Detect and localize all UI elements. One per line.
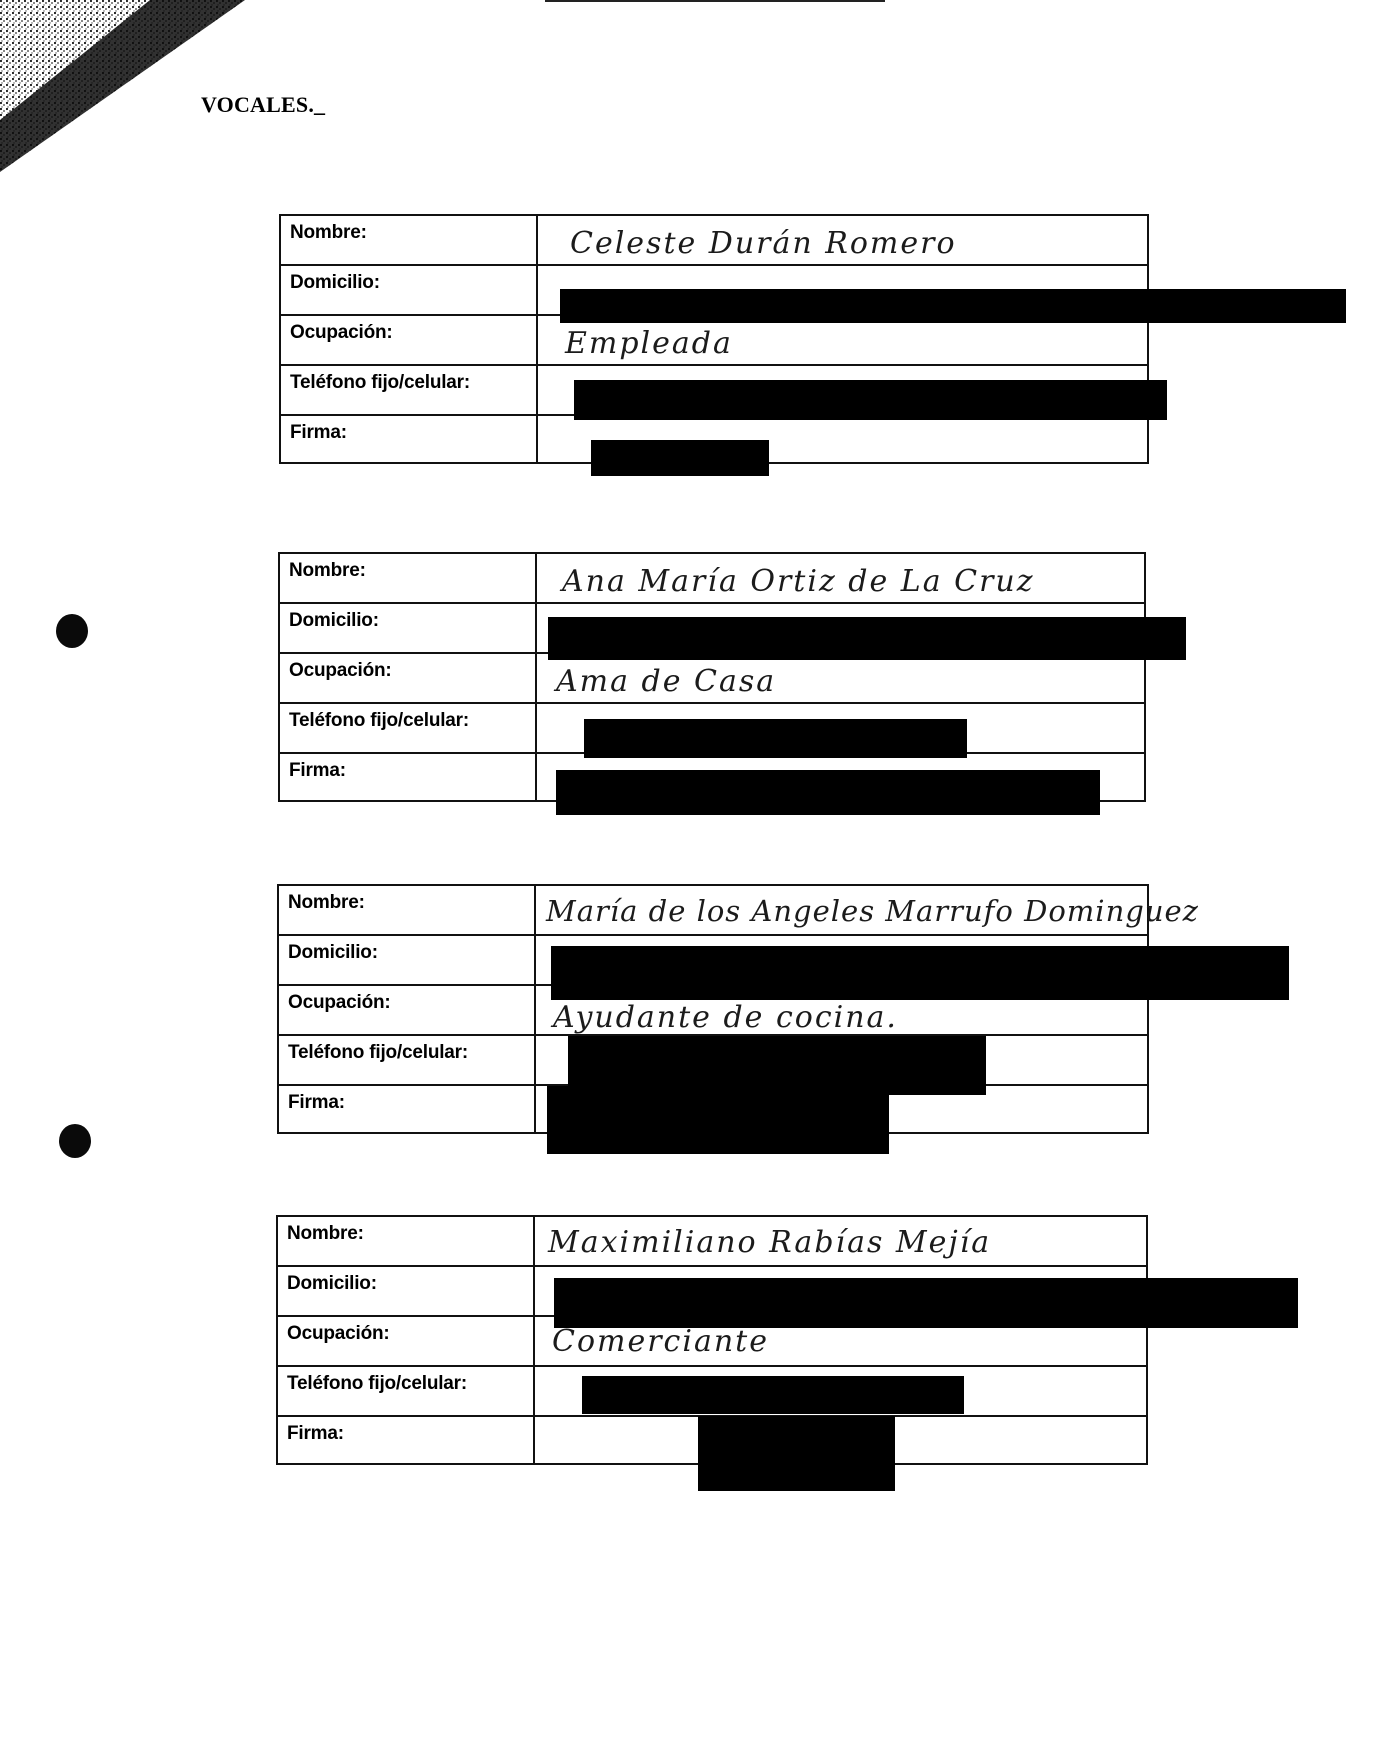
label-nombre: Nombre: [288, 892, 365, 913]
row-divider [276, 1265, 1148, 1267]
redacted-telefono [584, 719, 967, 758]
label-domicilio: Domicilio: [288, 942, 378, 963]
label-ocupacion: Ocupación: [288, 992, 391, 1013]
label-domicilio: Domicilio: [287, 1273, 377, 1294]
row-divider [276, 1365, 1148, 1367]
column-divider [534, 884, 536, 1134]
redacted-firma [698, 1416, 895, 1491]
label-telefono: Teléfono fijo/celular: [287, 1373, 467, 1394]
bullet-mark [56, 614, 88, 648]
label-domicilio: Domicilio: [289, 610, 379, 631]
redacted-firma [556, 770, 1100, 815]
redacted-firma [591, 440, 769, 476]
bullet-mark [59, 1124, 91, 1158]
label-ocupacion: Ocupación: [289, 660, 392, 681]
label-nombre: Nombre: [289, 560, 366, 581]
handwritten-nombre: Celeste Durán Romero [570, 226, 957, 261]
redacted-domicilio [560, 289, 1346, 323]
label-nombre: Nombre: [287, 1223, 364, 1244]
handwritten-nombre: Ana María Ortiz de La Cruz [562, 564, 1035, 599]
row-divider [277, 934, 1149, 936]
redacted-domicilio [551, 946, 1289, 1000]
row-divider [279, 364, 1149, 366]
column-divider [536, 214, 538, 464]
handwritten-nombre: María de los Angeles Marrufo Dominguez [546, 894, 1199, 928]
label-firma: Firma: [287, 1423, 344, 1444]
top-rule [545, 0, 885, 2]
section-heading: VOCALES._ [201, 92, 326, 117]
handwritten-nombre: Maximiliano Rabías Mejía [548, 1225, 992, 1260]
label-domicilio: Domicilio: [290, 272, 380, 293]
redacted-domicilio [548, 617, 1186, 660]
label-telefono: Teléfono fijo/celular: [288, 1042, 468, 1063]
redacted-telefono [574, 380, 1167, 420]
label-firma: Firma: [289, 760, 346, 781]
handwritten-ocupacion: Empleada [565, 326, 733, 361]
column-divider [535, 552, 537, 802]
handwritten-ocupacion: Ayudante de cocina. [553, 1000, 898, 1035]
redacted-telefono [582, 1376, 964, 1414]
redacted-firma [547, 1086, 889, 1154]
label-ocupacion: Ocupación: [287, 1323, 390, 1344]
redacted-domicilio [554, 1278, 1298, 1328]
scan-corner-smudge [0, 0, 250, 175]
row-divider [278, 602, 1146, 604]
label-telefono: Teléfono fijo/celular: [290, 372, 470, 393]
label-telefono: Teléfono fijo/celular: [289, 710, 469, 731]
label-firma: Firma: [288, 1092, 345, 1113]
label-firma: Firma: [290, 422, 347, 443]
label-ocupacion: Ocupación: [290, 322, 393, 343]
row-divider [279, 264, 1149, 266]
column-divider [533, 1215, 535, 1465]
label-nombre: Nombre: [290, 222, 367, 243]
row-divider [278, 702, 1146, 704]
handwritten-ocupacion: Ama de Casa [556, 664, 777, 699]
handwritten-ocupacion: Comerciante [552, 1324, 769, 1359]
